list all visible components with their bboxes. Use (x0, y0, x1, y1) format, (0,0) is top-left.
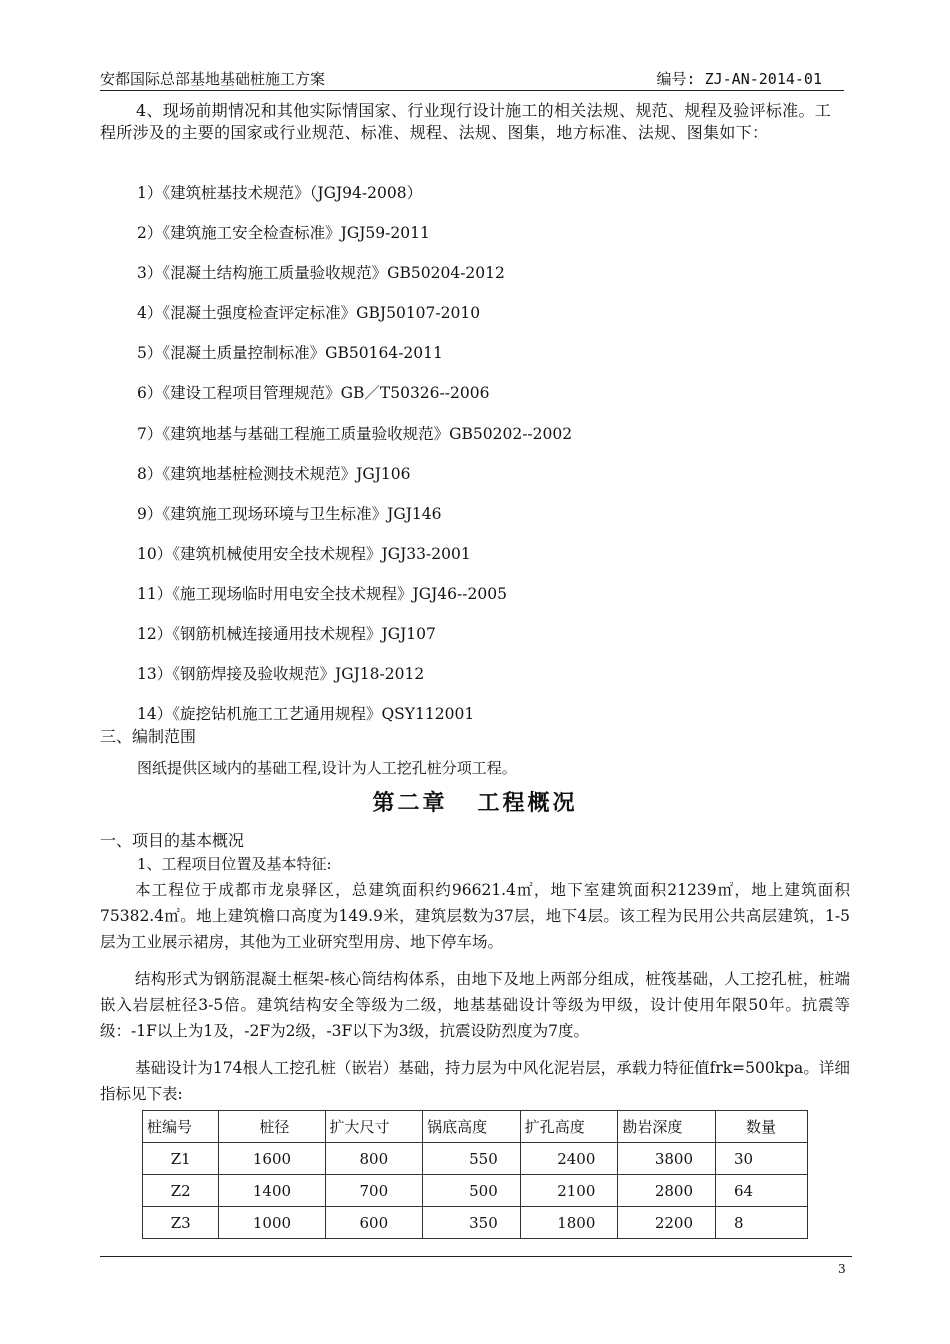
list-item: 7）《建筑地基与基础工程施工质量验收规范》GB50202--2002 (137, 424, 573, 443)
table-cell: 1400 (219, 1175, 325, 1207)
list-item: 4）《混凝土强度检查评定标准》GBJ50107-2010 (137, 304, 481, 323)
table-cell: 1600 (219, 1143, 325, 1175)
body-paragraph: 本工程位于成都市龙泉驿区，总建筑面积约96621.4㎡，地下室建筑面积21239㎡，地上建筑面积75382.4㎡。地上建筑檐口高度为149.9米，建筑层数为37层，地下4层。该工程为民用公共高层建筑，1-5层为工业展示裙房，其他为工业研究型用房、地下停车场。 (100, 881, 850, 951)
table-header-row (143, 1111, 808, 1143)
list-item: 3）《混凝土结构施工质量验收规范》GB50204-2012 (137, 264, 505, 283)
list-item: 14）《旋挖钻机施工工艺通用规程》QSY112001 (137, 705, 475, 724)
list-item: 9）《建筑施工现场环境与卫生标准》JGJ146 (137, 504, 442, 523)
table-row (143, 1175, 808, 1207)
list-item: 2）《建筑施工安全检查标准》JGJ59-2011 (137, 224, 430, 243)
list-item: 12）《钢筋机械连接通用技术规程》JGJ107 (137, 625, 436, 644)
subsection-heading: 1、工程项目位置及基本特征: (137, 855, 332, 873)
column-header: 勘岩深度 (618, 1111, 716, 1143)
list-item: 5）《混凝土质量控制标准》GB50164-2011 (137, 344, 443, 363)
scope-text: 图纸提供区域内的基础工程,设计为人工挖孔桩分项工程。 (137, 759, 517, 777)
list-item: 6）《建设工程项目管理规范》GB／T50326--2006 (137, 384, 490, 403)
column-header: 桩编号 (143, 1111, 219, 1143)
table-cell: 2400 (520, 1143, 618, 1175)
table-cell: 550 (423, 1143, 521, 1175)
chapter-title (0, 786, 950, 817)
list-item: 10）《建筑机械使用安全技术规程》JGJ33-2001 (137, 544, 471, 563)
table-cell: 2100 (520, 1175, 618, 1207)
header-divider (100, 90, 844, 91)
table-cell: 350 (423, 1207, 521, 1239)
table-cell: 3800 (618, 1143, 716, 1175)
table-cell: 500 (423, 1175, 521, 1207)
pile-spec-table (142, 1110, 808, 1239)
body-paragraph: 结构形式为钢筋混凝土框架-核心筒结构体系，由地下及地上两部分组成，桩筏基础，人工挖孔桩，桩端嵌入岩层桩径3-5倍。建筑结构安全等级为二级，地基基础设计等级为甲级，设计使用年限50年。抗震等级：-1F以上为1及，-2F为2级，-3F以下为3级，抗震设防烈度为7度。 (100, 970, 850, 1040)
document-code: 编号: ZJ-AN-2014-01 (656, 70, 822, 88)
table-cell: 2200 (618, 1207, 716, 1239)
section-heading-scope: 三、编制范围 (100, 727, 197, 746)
table-cell: 700 (325, 1175, 423, 1207)
table-cell: 2800 (618, 1175, 716, 1207)
page-header (100, 68, 832, 90)
section-heading-overview: 一、项目的基本概况 (100, 831, 245, 850)
list-item: 11）《施工现场临时用电安全技术规程》JGJ46--2005 (137, 584, 507, 603)
column-header: 桩径 (219, 1111, 325, 1143)
table-cell: 600 (325, 1207, 423, 1239)
chapter-name: 工程概况 (477, 791, 578, 816)
standards-list (137, 182, 837, 743)
table-cell: 1000 (219, 1207, 325, 1239)
table-cell: Z1 (143, 1143, 219, 1175)
list-item: 8）《建筑地基桩检测技术规范》JGJ106 (137, 464, 411, 483)
table-row (143, 1143, 808, 1175)
table-cell: 800 (325, 1143, 423, 1175)
table-cell: Z2 (143, 1175, 219, 1207)
footer-divider (100, 1256, 852, 1257)
intro-paragraph: 4、现场前期情况和其他实际情国家、行业现行设计施工的相关法规、规范、规程及验评标准。工程所涉及的主要的国家或行业规范、标准、规程、法规、图集，地方标准、法规、图集如下： (100, 101, 832, 142)
table-cell: 8 (716, 1207, 808, 1239)
page-number: 3 (838, 1262, 846, 1276)
table-row (143, 1207, 808, 1239)
column-header: 扩大尺寸 (325, 1111, 423, 1143)
table-cell: Z3 (143, 1207, 219, 1239)
document-title: 安都国际总部基地基础桩施工方案 (100, 70, 326, 88)
list-item: 1）《建筑桩基技术规范》（JGJ94-2008） (137, 184, 423, 202)
table-cell: 30 (716, 1143, 808, 1175)
list-item: 13）《钢筋焊接及验收规范》JGJ18-2012 (137, 665, 425, 684)
column-header: 锅底高度 (423, 1111, 521, 1143)
column-header: 数量 (716, 1111, 808, 1143)
table-cell: 64 (716, 1175, 808, 1207)
body-paragraph: 基础设计为174根人工挖孔桩（嵌岩）基础，持力层为中风化泥岩层，承载力特征值frk=500kpa。详细指标见下表: (100, 1059, 850, 1103)
chapter-number: 第二章 (372, 791, 448, 816)
column-header: 扩孔高度 (520, 1111, 618, 1143)
table-cell: 1800 (520, 1207, 618, 1239)
